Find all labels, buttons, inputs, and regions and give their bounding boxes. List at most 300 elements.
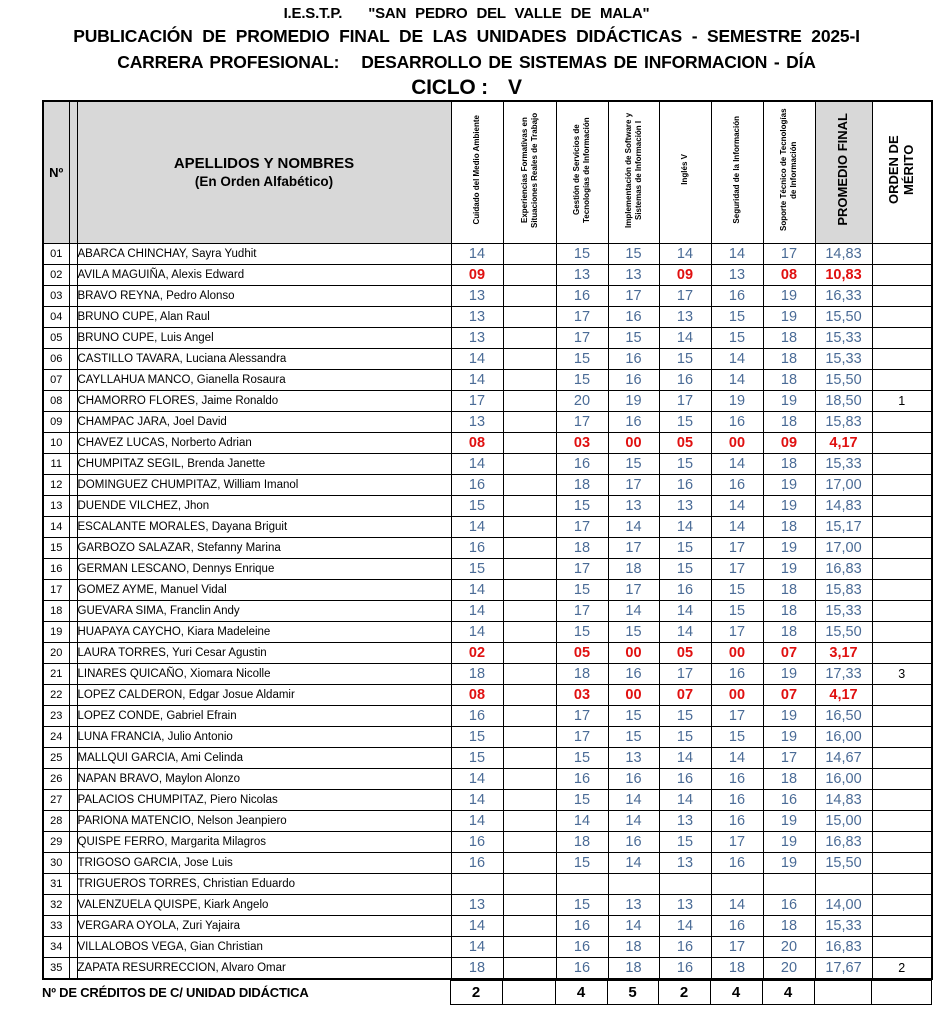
promedio-cell: 15,50: [815, 306, 872, 327]
grade-cell: 16: [711, 915, 763, 936]
grade-cell: [503, 243, 556, 264]
grade-cell: 14: [451, 936, 503, 957]
credit-value: 4: [710, 980, 762, 1004]
grade-cell: 19: [763, 663, 815, 684]
merit-cell: 2: [872, 957, 932, 979]
row-number: 33: [43, 915, 69, 936]
grade-cell: 15: [608, 726, 659, 747]
merit-cell: [872, 684, 932, 705]
credit-orden-empty: [871, 980, 931, 1004]
grade-cell: 00: [608, 684, 659, 705]
student-name: LINARES QUICAÑO, Xiomara Nicolle: [77, 663, 451, 684]
grade-cell: 19: [763, 852, 815, 873]
row-spacer: [69, 957, 77, 979]
grade-cell: [503, 264, 556, 285]
grade-cell: 03: [556, 684, 608, 705]
grade-cell: 13: [659, 894, 711, 915]
grade-cell: [503, 810, 556, 831]
table-row: [43, 852, 932, 873]
institution-abbrev: I.E.S.T.P.: [283, 5, 343, 22]
grade-cell: 17: [556, 306, 608, 327]
grade-cell: 13: [659, 495, 711, 516]
grade-cell: 17: [556, 327, 608, 348]
grade-cell: [503, 768, 556, 789]
table-row: [43, 390, 932, 411]
grade-cell: 19: [763, 558, 815, 579]
merit-cell: [872, 369, 932, 390]
grade-cell: 16: [556, 936, 608, 957]
grade-cell: 16: [556, 453, 608, 474]
grade-cell: 15: [659, 411, 711, 432]
table-row: [43, 411, 932, 432]
grade-cell: 19: [763, 831, 815, 852]
grade-cell: 18: [763, 516, 815, 537]
grade-cell: 15: [659, 705, 711, 726]
grade-cell: 07: [763, 642, 815, 663]
grade-cell: 17: [608, 537, 659, 558]
merit-cell: [872, 726, 932, 747]
grade-cell: 00: [711, 684, 763, 705]
grade-cell: 08: [763, 264, 815, 285]
promedio-cell: 10,83: [815, 264, 872, 285]
grade-cell: 14: [659, 747, 711, 768]
row-spacer: [69, 579, 77, 600]
grade-cell: [503, 642, 556, 663]
header-row: [43, 101, 932, 243]
student-name: TRIGUEROS TORRES, Christian Eduardo: [77, 873, 451, 894]
row-spacer: [69, 726, 77, 747]
col-header-course-2: Experiencias Formativas en Situaciones Reales de Trabajo: [503, 101, 556, 243]
col-header-spacer: [69, 101, 77, 243]
col-header-course-4: Implementación de Software y Sistemas de Información I: [608, 101, 659, 243]
row-number: 25: [43, 747, 69, 768]
grade-cell: [503, 621, 556, 642]
table-row: [43, 705, 932, 726]
grade-cell: 19: [763, 810, 815, 831]
row-number: 01: [43, 243, 69, 264]
student-name: PARIONA MATENCIO, Nelson Jeanpiero: [77, 810, 451, 831]
grade-cell: 15: [659, 831, 711, 852]
grade-cell: 00: [608, 432, 659, 453]
promedio-cell: 14,83: [815, 243, 872, 264]
row-spacer: [69, 747, 77, 768]
grade-cell: 16: [711, 810, 763, 831]
grades-tbody: [43, 243, 932, 979]
promedio-cell: 3,17: [815, 642, 872, 663]
grade-cell: 14: [608, 516, 659, 537]
grade-cell: 08: [451, 684, 503, 705]
promedio-cell: 14,00: [815, 894, 872, 915]
grade-cell: 16: [608, 663, 659, 684]
student-name: LAURA TORRES, Yuri Cesar Agustin: [77, 642, 451, 663]
grade-cell: [503, 432, 556, 453]
grade-cell: 16: [711, 474, 763, 495]
grade-cell: 15: [659, 537, 711, 558]
merit-cell: [872, 432, 932, 453]
grade-cell: 15: [711, 600, 763, 621]
grade-cell: 16: [659, 957, 711, 979]
student-name: LOPEZ CONDE, Gabriel Efrain: [77, 705, 451, 726]
institution-name: "SAN PEDRO DEL VALLE DE MALA": [368, 5, 650, 22]
grade-cell: 13: [556, 264, 608, 285]
row-spacer: [69, 390, 77, 411]
grade-cell: 13: [608, 495, 659, 516]
grade-cell: [503, 411, 556, 432]
merit-cell: [872, 579, 932, 600]
grade-cell: 17: [556, 516, 608, 537]
row-number: 18: [43, 600, 69, 621]
credits-row: [42, 980, 931, 1004]
grade-cell: 14: [451, 369, 503, 390]
career-line: [0, 52, 933, 73]
grade-cell: 15: [556, 894, 608, 915]
table-row: [43, 369, 932, 390]
promedio-cell: 17,67: [815, 957, 872, 979]
career-value: DESARROLLO DE SISTEMAS DE INFORMACION - DÍA: [361, 52, 816, 72]
grade-cell: 20: [556, 390, 608, 411]
grade-cell: 16: [451, 474, 503, 495]
names-header-line2: (En Orden Alfabético): [194, 174, 334, 190]
row-number: 27: [43, 789, 69, 810]
student-name: VILLALOBOS VEGA, Gian Christian: [77, 936, 451, 957]
row-spacer: [69, 243, 77, 264]
credit-value: 2: [658, 980, 710, 1004]
grade-cell: 05: [659, 642, 711, 663]
merit-cell: [872, 831, 932, 852]
grade-cell: 16: [608, 768, 659, 789]
grade-cell: 09: [451, 264, 503, 285]
row-spacer: [69, 264, 77, 285]
grade-cell: 15: [711, 327, 763, 348]
student-name: VERGARA OYOLA, Zuri Yajaira: [77, 915, 451, 936]
row-spacer: [69, 852, 77, 873]
grade-cell: 19: [763, 285, 815, 306]
col-header-course-7: Soporte Técnico de Tecnologías de Información: [763, 101, 815, 243]
promedio-cell: 15,33: [815, 348, 872, 369]
grade-cell: 14: [711, 369, 763, 390]
grade-cell: [503, 306, 556, 327]
student-name: GUEVARA SIMA, Franclin Andy: [77, 600, 451, 621]
grade-cell: [503, 390, 556, 411]
grade-cell: 00: [608, 642, 659, 663]
table-row: [43, 831, 932, 852]
grade-cell: [711, 873, 763, 894]
grade-cell: 17: [711, 936, 763, 957]
grade-cell: 16: [608, 369, 659, 390]
row-spacer: [69, 684, 77, 705]
grade-cell: 14: [659, 789, 711, 810]
grade-cell: 17: [451, 390, 503, 411]
merit-cell: [872, 348, 932, 369]
grade-cell: 16: [711, 768, 763, 789]
row-spacer: [69, 285, 77, 306]
grade-cell: 18: [451, 957, 503, 979]
col-header-names: [77, 101, 451, 243]
grade-cell: 17: [711, 537, 763, 558]
grade-cell: 16: [659, 474, 711, 495]
grade-cell: 14: [711, 747, 763, 768]
table-row: [43, 684, 932, 705]
table-row: [43, 726, 932, 747]
grade-cell: 18: [711, 957, 763, 979]
merit-cell: [872, 642, 932, 663]
student-name: CHAMPAC JARA, Joel David: [77, 411, 451, 432]
grade-cell: 13: [608, 264, 659, 285]
grade-cell: 18: [763, 327, 815, 348]
student-name: DUENDE VILCHEZ, Jhon: [77, 495, 451, 516]
row-number: 34: [43, 936, 69, 957]
table-row: [43, 306, 932, 327]
promedio-cell: 15,33: [815, 600, 872, 621]
col-header-course-3: Gestión de Servicios de Tecnologías de Información: [556, 101, 608, 243]
row-spacer: [69, 495, 77, 516]
grade-cell: 16: [711, 285, 763, 306]
student-name: CHAMORRO FLORES, Jaime Ronaldo: [77, 390, 451, 411]
credits-label: Nº DE CRÉDITOS DE C/ UNIDAD DIDÁCTICA: [42, 984, 309, 1000]
row-spacer: [69, 915, 77, 936]
student-name: GOMEZ AYME, Manuel Vidal: [77, 579, 451, 600]
grade-cell: 16: [556, 957, 608, 979]
promedio-cell: 15,33: [815, 915, 872, 936]
table-row: [43, 348, 932, 369]
merit-cell: [872, 474, 932, 495]
grade-cell: 15: [608, 243, 659, 264]
grade-cell: 15: [659, 453, 711, 474]
grade-cell: 17: [608, 474, 659, 495]
grade-cell: 17: [711, 705, 763, 726]
row-number: 32: [43, 894, 69, 915]
table-row: [43, 810, 932, 831]
table-row: [43, 432, 932, 453]
grade-cell: 14: [608, 852, 659, 873]
grade-cell: 17: [556, 411, 608, 432]
grade-cell: 15: [451, 558, 503, 579]
promedio-cell: 16,50: [815, 705, 872, 726]
row-spacer: [69, 600, 77, 621]
grade-cell: 14: [451, 600, 503, 621]
grade-cell: 18: [556, 537, 608, 558]
grade-cell: 15: [556, 243, 608, 264]
grade-cell: 17: [556, 600, 608, 621]
grade-cell: [503, 600, 556, 621]
row-spacer: [69, 369, 77, 390]
merit-cell: [872, 600, 932, 621]
grade-cell: 14: [451, 579, 503, 600]
publication-title: PUBLICACIÓN DE PROMEDIO FINAL DE LAS UNIDADES DIDÁCTICAS - SEMESTRE 2025-I: [73, 26, 860, 46]
grade-cell: 15: [659, 726, 711, 747]
student-name: MALLQUI GARCIA, Ami Celinda: [77, 747, 451, 768]
grade-cell: 17: [711, 831, 763, 852]
grade-cell: [503, 537, 556, 558]
grades-table: [42, 100, 933, 980]
student-name: PALACIOS CHUMPITAZ, Piero Nicolas: [77, 789, 451, 810]
promedio-cell: 15,83: [815, 579, 872, 600]
grade-cell: 03: [556, 432, 608, 453]
grade-cell: 14: [711, 453, 763, 474]
grade-cell: 05: [556, 642, 608, 663]
grade-cell: 19: [711, 390, 763, 411]
promedio-cell: 16,00: [815, 768, 872, 789]
student-name: AVILA MAGUIÑA, Alexis Edward: [77, 264, 451, 285]
grade-cell: 14: [451, 789, 503, 810]
grade-cell: [503, 936, 556, 957]
grade-cell: 16: [659, 369, 711, 390]
grade-cell: 18: [763, 579, 815, 600]
promedio-cell: 15,33: [815, 327, 872, 348]
col-header-course-6: Seguridad de la Información: [711, 101, 763, 243]
grade-cell: 20: [763, 957, 815, 979]
grade-cell: 16: [608, 831, 659, 852]
grade-cell: 19: [763, 537, 815, 558]
row-number: 17: [43, 579, 69, 600]
student-name: BRUNO CUPE, Luis Angel: [77, 327, 451, 348]
student-name: CHAVEZ LUCAS, Norberto Adrian: [77, 432, 451, 453]
grade-cell: 16: [711, 789, 763, 810]
merit-cell: [872, 558, 932, 579]
row-number: 12: [43, 474, 69, 495]
grade-cell: [503, 369, 556, 390]
row-spacer: [69, 306, 77, 327]
merit-cell: [872, 915, 932, 936]
table-row: [43, 621, 932, 642]
grade-cell: 16: [451, 831, 503, 852]
student-name: CASTILLO TAVARA, Luciana Alessandra: [77, 348, 451, 369]
table-row: [43, 264, 932, 285]
col-header-promedio: PROMEDIO FINAL: [815, 101, 872, 243]
promedio-cell: 14,67: [815, 747, 872, 768]
merit-cell: [872, 537, 932, 558]
grade-cell: 18: [556, 474, 608, 495]
promedio-cell: 4,17: [815, 432, 872, 453]
grade-cell: 13: [451, 411, 503, 432]
grade-cell: 18: [451, 663, 503, 684]
grade-cell: 15: [711, 726, 763, 747]
grade-cell: 14: [659, 915, 711, 936]
grade-cell: 18: [556, 831, 608, 852]
grade-cell: 19: [608, 390, 659, 411]
row-number: 13: [43, 495, 69, 516]
grade-cell: 17: [711, 621, 763, 642]
table-row: [43, 915, 932, 936]
row-spacer: [69, 936, 77, 957]
row-spacer: [69, 432, 77, 453]
grade-cell: 15: [556, 495, 608, 516]
grade-cell: 19: [763, 705, 815, 726]
row-number: 09: [43, 411, 69, 432]
row-spacer: [69, 516, 77, 537]
row-number: 29: [43, 831, 69, 852]
student-name: CAYLLAHUA MANCO, Gianella Rosaura: [77, 369, 451, 390]
grade-cell: 14: [711, 516, 763, 537]
grade-cell: 05: [659, 432, 711, 453]
grade-cell: 17: [556, 705, 608, 726]
grade-cell: [503, 348, 556, 369]
student-name: ESCALANTE MORALES, Dayana Briguit: [77, 516, 451, 537]
table-row: [43, 243, 932, 264]
grade-cell: [503, 453, 556, 474]
grade-cell: 18: [763, 621, 815, 642]
table-wrapper: [42, 100, 933, 1005]
student-name: BRUNO CUPE, Alan Raul: [77, 306, 451, 327]
row-spacer: [69, 894, 77, 915]
grade-cell: [503, 579, 556, 600]
grade-cell: 13: [608, 747, 659, 768]
table-row: [43, 936, 932, 957]
table-row: [43, 579, 932, 600]
grade-cell: [503, 558, 556, 579]
grade-cell: 15: [556, 747, 608, 768]
promedio-cell: 15,50: [815, 369, 872, 390]
grade-cell: 16: [608, 348, 659, 369]
student-name: CHUMPITAZ SEGIL, Brenda Janette: [77, 453, 451, 474]
credit-value: [502, 980, 555, 1004]
grade-cell: 14: [659, 516, 711, 537]
row-number: 10: [43, 432, 69, 453]
merit-cell: 1: [872, 390, 932, 411]
grade-cell: [503, 894, 556, 915]
grade-cell: 14: [711, 348, 763, 369]
grade-cell: 09: [763, 432, 815, 453]
grade-cell: [503, 831, 556, 852]
table-row: [43, 894, 932, 915]
table-row: [43, 327, 932, 348]
student-name: GARBOZO SALAZAR, Stefanny Marina: [77, 537, 451, 558]
merit-cell: [872, 411, 932, 432]
credit-value: 2: [450, 980, 502, 1004]
grade-cell: 15: [711, 579, 763, 600]
grade-cell: 17: [608, 285, 659, 306]
grade-cell: 00: [711, 642, 763, 663]
promedio-cell: [815, 873, 872, 894]
merit-cell: [872, 852, 932, 873]
row-spacer: [69, 663, 77, 684]
grade-cell: 14: [608, 600, 659, 621]
grade-cell: 14: [659, 243, 711, 264]
row-number: 24: [43, 726, 69, 747]
grade-cell: 15: [556, 852, 608, 873]
promedio-cell: 16,00: [815, 726, 872, 747]
grade-cell: 17: [556, 558, 608, 579]
promedio-cell: 16,83: [815, 936, 872, 957]
grade-cell: 18: [608, 957, 659, 979]
row-spacer: [69, 810, 77, 831]
table-row: [43, 495, 932, 516]
row-spacer: [69, 453, 77, 474]
row-spacer: [69, 873, 77, 894]
merit-cell: [872, 768, 932, 789]
grade-cell: [503, 495, 556, 516]
merit-cell: [872, 495, 932, 516]
merit-cell: [872, 873, 932, 894]
student-name: ZAPATA RESURRECCION, Alvaro Omar: [77, 957, 451, 979]
grade-cell: 16: [451, 537, 503, 558]
grade-cell: 15: [659, 348, 711, 369]
grade-cell: 16: [556, 768, 608, 789]
grade-cell: 18: [763, 411, 815, 432]
grade-cell: [503, 285, 556, 306]
grade-cell: [608, 873, 659, 894]
grade-cell: 15: [608, 621, 659, 642]
promedio-cell: 15,33: [815, 453, 872, 474]
grade-cell: 16: [763, 789, 815, 810]
promedio-cell: 15,00: [815, 810, 872, 831]
col-header-course-1: Cuidado del Medio Ambiente: [451, 101, 503, 243]
row-number: 07: [43, 369, 69, 390]
row-number: 26: [43, 768, 69, 789]
col-header-orden: ORDEN DE MÉRITO: [872, 101, 932, 243]
cycle-value: V: [507, 76, 522, 99]
grade-cell: [503, 852, 556, 873]
